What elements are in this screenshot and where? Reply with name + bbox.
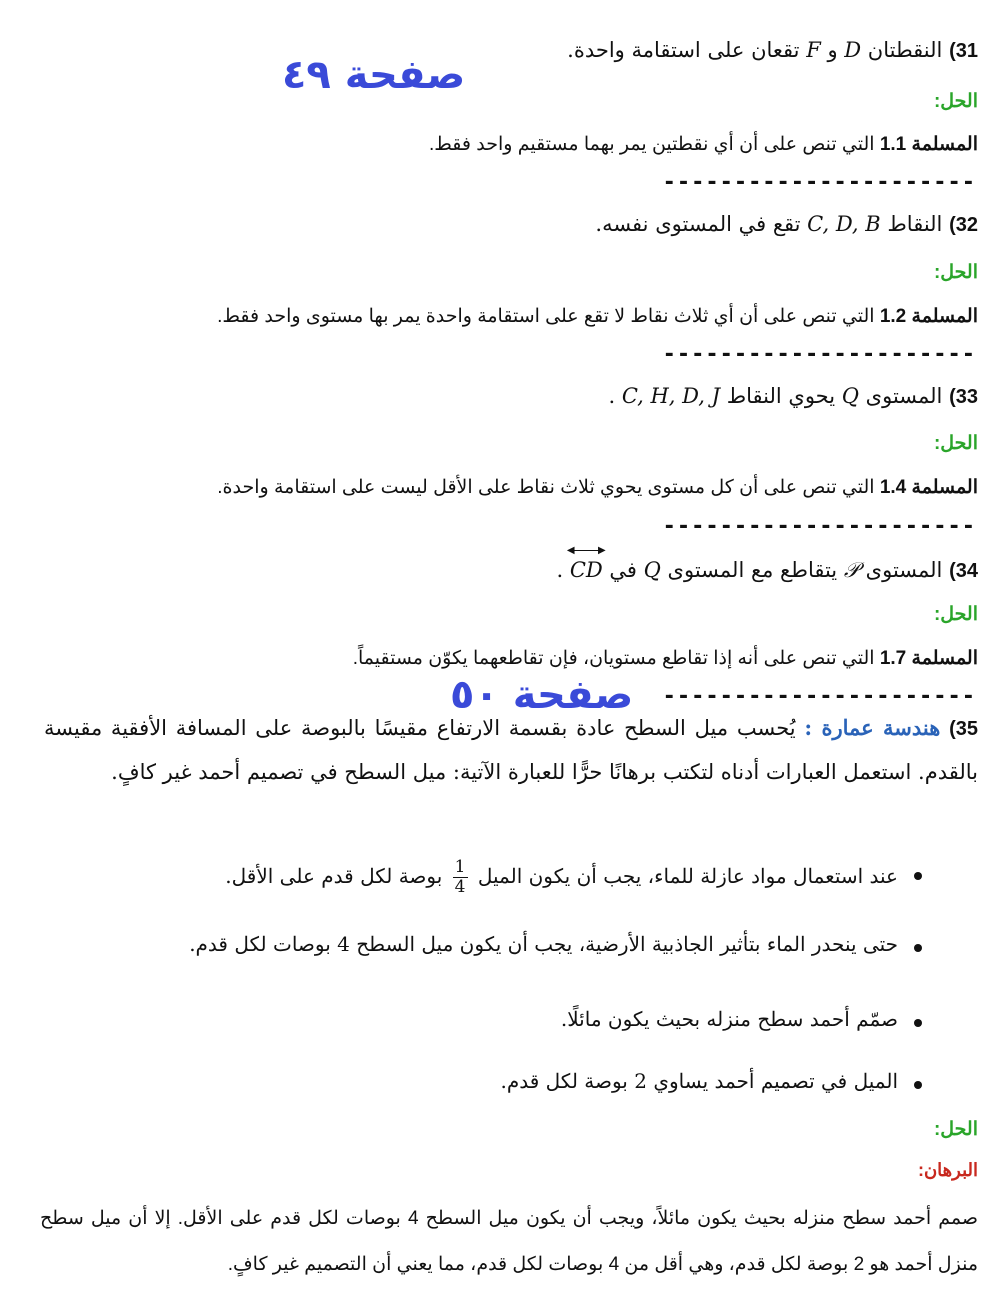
bullet-dot: [914, 944, 922, 952]
question-35: 35) هندسة عمارة : يُحسب ميل السطح عادة بقسمة الارتفاع مقيسًا بالبوصة على المسافة الأفقية مقيسة بالقدم. استعمل العبارات أدناه لتكتب برهانًا حرًّا للعبارة الآتية: ميل السطح في تصميم أحمد غير كافٍ.: [44, 715, 978, 784]
bullet-item-4: الميل في تصميم أحمد يساوي 2 بوصة لكل قدم.: [500, 1069, 898, 1093]
question-32: 32) النقاط C, D, B تقع في المستوى نفسه.: [595, 212, 978, 236]
answer-32: المسلمة 1.2 التي تنص على أن أي ثلاث نقاط لا تقع على استقامة واحدة يمر بها مستوى واحد فقط.: [217, 306, 978, 327]
divider: ----------------------: [662, 342, 976, 367]
answer-33: المسلمة 1.4 التي تنص على أن كل مستوى يحوي ثلاث نقاط على الأقل ليست على استقامة واحدة.: [217, 477, 978, 498]
answer-34: المسلمة 1.7 التي تنص على أنه إذا تقاطع مستويان، فإن تقاطعهما يكوّن مستقيماً.: [352, 648, 978, 669]
page-label-49: صفحة ٤٩: [282, 52, 466, 98]
bullet-item-1: عند استعمال مواد عازلة للماء، يجب أن يكون الميل $\frac{1}{4}$ بوصة لكل قدم على الأقل.: [225, 857, 898, 897]
question-34: 34) المستوى 𝒫 يتقاطع مع المستوى Q في ◀ ▶ CD .: [556, 545, 978, 582]
bullet-dot: [914, 1019, 922, 1027]
solution-label: الحل:: [933, 604, 978, 625]
bullet-item-3: صمّم أحمد سطح منزله بحيث يكون مائلًا.: [560, 1007, 898, 1031]
bullet-dot: [914, 1081, 922, 1089]
divider: ----------------------: [662, 170, 976, 195]
question-33: 33) المستوى Q يحوي النقاط C, H, D, J .: [608, 384, 978, 408]
answer-31: المسلمة 1.1 التي تنص على أن أي نقطتين يمر بهما مستقيم واحد فقط.: [428, 134, 978, 155]
line-cd-symbol: ◀ ▶ CD: [566, 545, 606, 582]
topic-label: هندسة عمارة :: [804, 715, 941, 740]
solution-label: الحل:: [933, 433, 978, 454]
solution-label: الحل:: [933, 91, 978, 112]
bullet-dot: [914, 872, 922, 880]
divider: ----------------------: [662, 514, 976, 539]
question-number: 31): [949, 40, 978, 62]
solution-label: الحل:: [933, 262, 978, 283]
fraction-one-quarter: $\frac{1}{4}$: [454, 857, 466, 897]
proof-text: صمم أحمد سطح منزله بحيث يكون مائلاً، ويجب أن يكون ميل السطح 4 بوصات لكل قدم على الأقل. إلا أن ميل سطح منزل أحمد هو 2 بوصة لكل قدم، وهي أقل من 4 بوصات لكل قدم، مما يعني أن التصميم غير كافٍ.: [40, 1208, 978, 1275]
proof-label: البرهان:: [917, 1160, 978, 1180]
bullet-item-2: حتى ينحدر الماء بتأثير الجاذبية الأرضية، يجب أن يكون ميل السطح 4 بوصات لكل قدم.: [189, 932, 898, 956]
divider: ----------------------: [662, 684, 976, 709]
solution-label: الحل:: [933, 1119, 978, 1140]
question-31: 31) النقطتان D و F تقعان على استقامة واحدة.: [567, 38, 978, 62]
page-label-50: صفحة ٥٠: [450, 672, 634, 718]
